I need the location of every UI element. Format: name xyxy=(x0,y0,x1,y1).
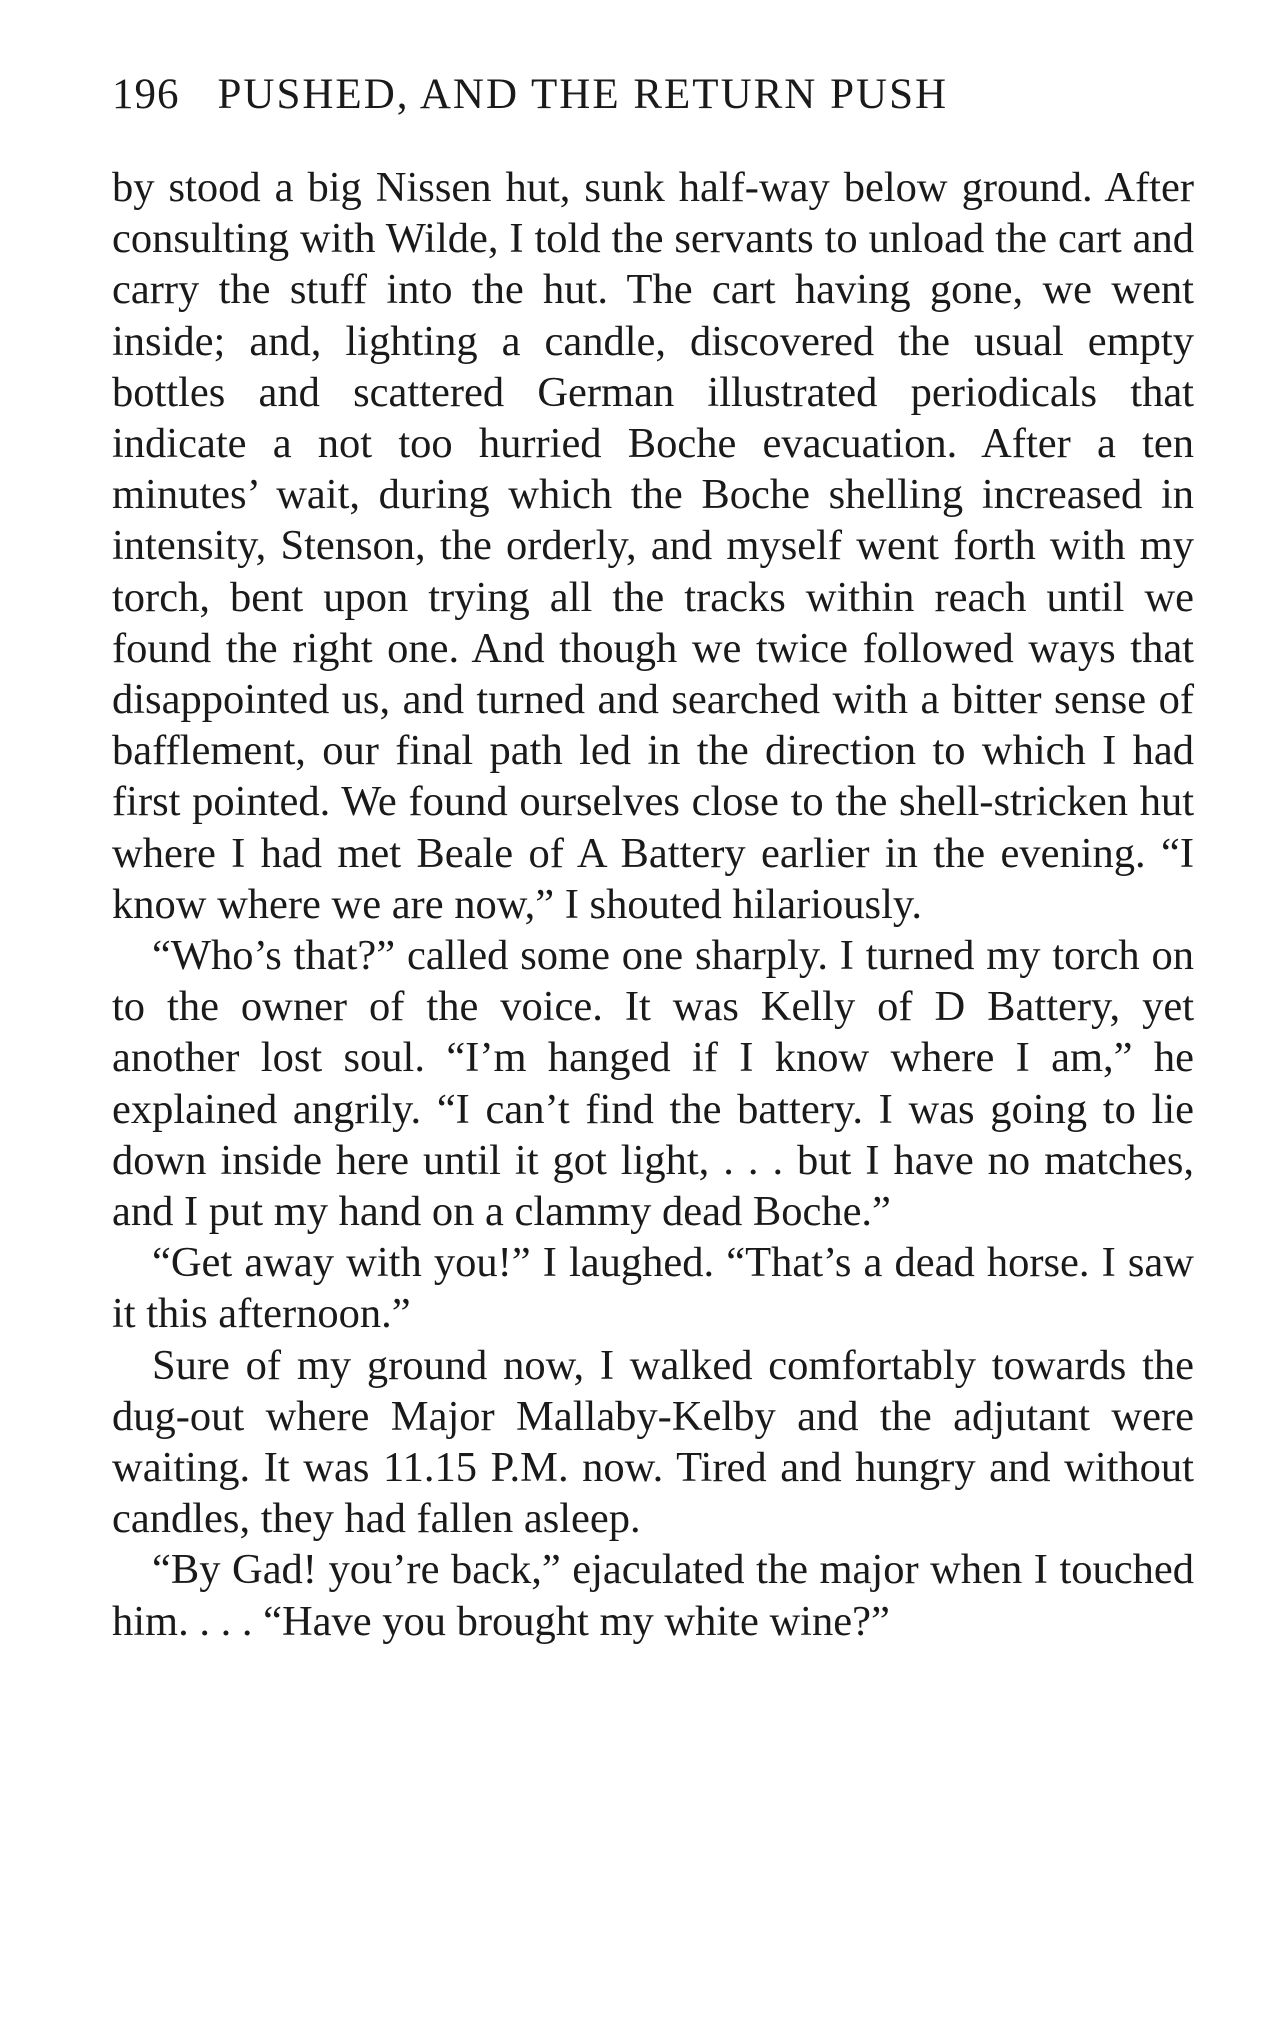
paragraph-4-text-b: now. Tired and hungry and without candles, they had fallen asleep. xyxy=(112,1444,1194,1543)
page-number: 196 xyxy=(112,71,180,118)
running-title: PUSHED, AND THE RETURN PUSH xyxy=(217,71,949,118)
paragraph-1: by stood a big Nissen hut, sunk half-way below ground. After consulting with Wilde, I told the servants to unload the cart and carry the stuff into the hut. The cart having gone, we went inside; and, lighting a candle, discovered the usual empty bottles and scattered German illustrated periodicals that indicate a not too hurried Boche evacuation. After a ten minutes’ wait, during which the Boche shelling increased in intensity, Stenson, the orderly, and myself went forth with my torch, bent upon trying all the tracks within reach until we found the right one. And though we twice followed ways that disappointed us, and turned and searched with a bitter sense of bafflement, our final path led in the direction to which I had first pointed. We found ourselves close to the shell-stricken hut where I had met Beale of A Battery earlier in the evening. “I know where we are now,” I shouted hilariously. xyxy=(112,164,1194,928)
paragraph-2: “Who’s that?” called some one sharply. I turned my torch on to the owner of the voice. It was Kelly of D Battery, yet another lost soul. “I’m hanged if I know where I am,” he explained angrily. “I can’t find the battery. I was going to lie down inside here until it got light, . . . but I have no matches, and I put my hand on a clammy dead Boche.” xyxy=(112,932,1194,1236)
body-text xyxy=(112,162,1194,1647)
book-page xyxy=(112,70,1194,1647)
paragraph-4 xyxy=(112,1340,1194,1545)
paragraph-4-text-a: Sure of my ground now, I walked comfortably towards the dug-out where Major Mallaby-Kelby and the adjutant were waiting. It was 11.15 xyxy=(112,1341,1194,1492)
running-head xyxy=(112,70,1194,130)
paragraph-5: “By Gad! you’re back,” ejaculated the major when I touched him. . . . “Have you brought my white wine?” xyxy=(112,1546,1194,1645)
paragraph-3: “Get away with you!” I laughed. “That’s a dead horse. I saw it this afternoon.” xyxy=(112,1239,1194,1338)
time-suffix: P.M. xyxy=(490,1444,569,1492)
